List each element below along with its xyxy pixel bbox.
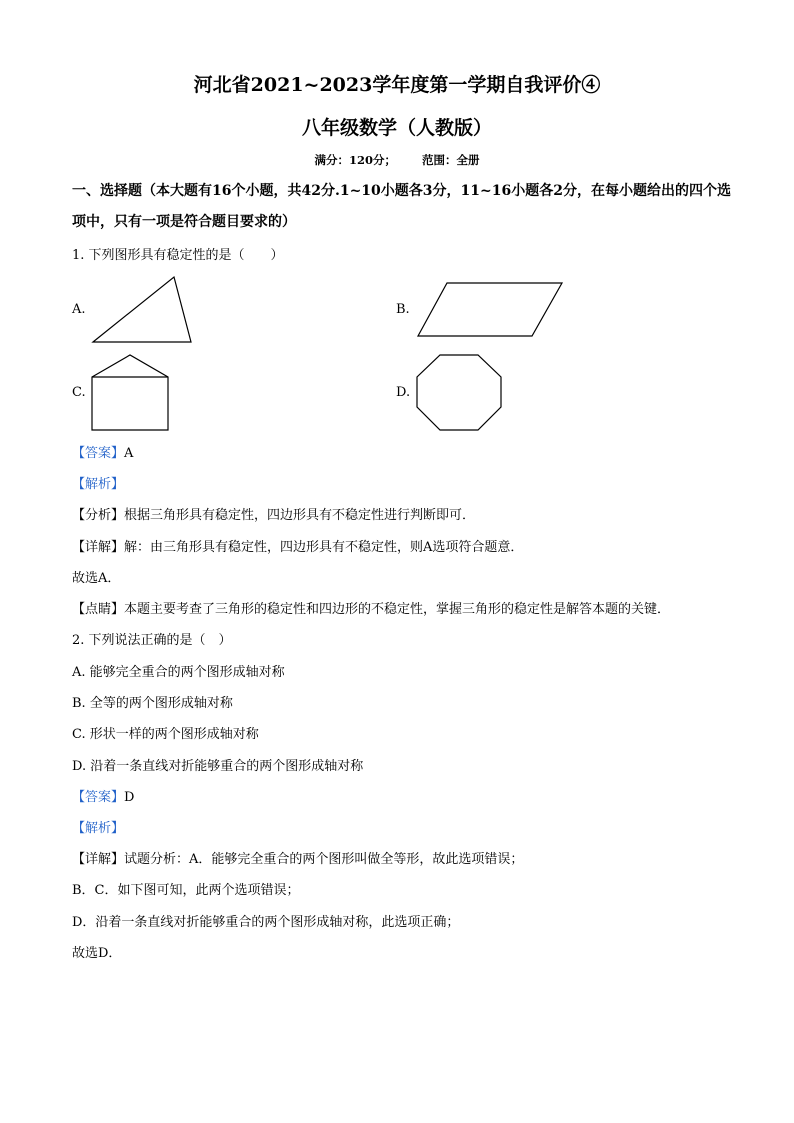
- q2-conclusion: 故选D．: [72, 946, 122, 961]
- q2-option-a: A. 能够完全重合的两个图形成轴对称: [72, 665, 285, 680]
- section-heading: 一、选择题（本大题有16个小题，共42分.1~10小题各3分，11~16小题各2分，在每小题给出的四个选项中，只有一项是符合题目要求的）: [72, 183, 731, 230]
- detail-tag: 【详解】: [72, 852, 125, 867]
- q2-option-d: D. 沿着一条直线对折能够重合的两个图形成轴对称: [72, 759, 364, 774]
- q1-stem: 1. 下列图形具有稳定性的是（ ）: [72, 248, 284, 263]
- score-info: 满分：120分；: [314, 153, 396, 167]
- parallelogram-figure: [418, 283, 562, 336]
- q2-line-bc: B．C．如下图可知，此两个选项错误；: [72, 883, 300, 898]
- q2-line-d: D．沿着一条直线对折能够重合的两个图形成轴对称，此选项正确；: [72, 915, 460, 930]
- q1-analysis-tag: 【解析】: [72, 477, 125, 492]
- detail-text: 试题分析：A．能够完全重合的两个图形叫做全等形，故此选项错误；: [124, 852, 524, 867]
- scope-info: 范围：全册: [422, 153, 480, 167]
- page-title: 河北省2021~2023学年度第一学期自我评价④: [193, 74, 601, 96]
- q1-option-a-label: A.: [72, 302, 86, 317]
- detail-tag: 【详解】: [72, 540, 125, 555]
- answer-value: A: [124, 446, 134, 461]
- fenxi-tag: 【分析】: [72, 508, 125, 523]
- answer-value: D: [124, 790, 135, 805]
- triangle-figure: [93, 277, 191, 342]
- q2-option-c: C. 形状一样的两个图形成轴对称: [72, 727, 259, 742]
- q1-fenxi: [72, 504, 475, 523]
- q1-option-c-label: C.: [72, 385, 86, 400]
- q1-answer: [72, 442, 133, 461]
- answer-tag: 【答案】: [72, 446, 125, 461]
- comment-tag: 【点睛】: [72, 602, 125, 617]
- q2-stem: 2. 下列说法正确的是（ ）: [72, 633, 232, 648]
- detail-text: 解：由三角形具有稳定性，四边形具有不稳定性，则A选项符合题意．: [124, 540, 524, 555]
- page-subtitle: 八年级数学（人教版）: [301, 117, 492, 139]
- comment-text: 本题主要考查了三角形的稳定性和四边形的不稳定性，掌握三角形的稳定性是解答本题的关键．: [124, 602, 671, 617]
- q1-conclusion: 故选A．: [72, 571, 121, 586]
- answer-tag: 【答案】: [72, 790, 125, 805]
- q2-analysis-tag: 【解析】: [72, 821, 125, 836]
- q1-detail: [72, 536, 523, 555]
- q2-option-b: B. 全等的两个图形成轴对称: [72, 696, 233, 711]
- q1-option-d-label: D.: [396, 385, 411, 400]
- octagon-figure: [417, 355, 501, 430]
- house-pentagon-figure: [92, 355, 168, 430]
- q2-answer: [72, 786, 134, 805]
- fenxi-text: 根据三角形具有稳定性，四边形具有不稳定性进行判断即可．: [124, 508, 476, 523]
- q1-option-b-label: B.: [396, 302, 410, 317]
- q1-comment: [72, 598, 670, 617]
- q2-detail: [72, 848, 523, 867]
